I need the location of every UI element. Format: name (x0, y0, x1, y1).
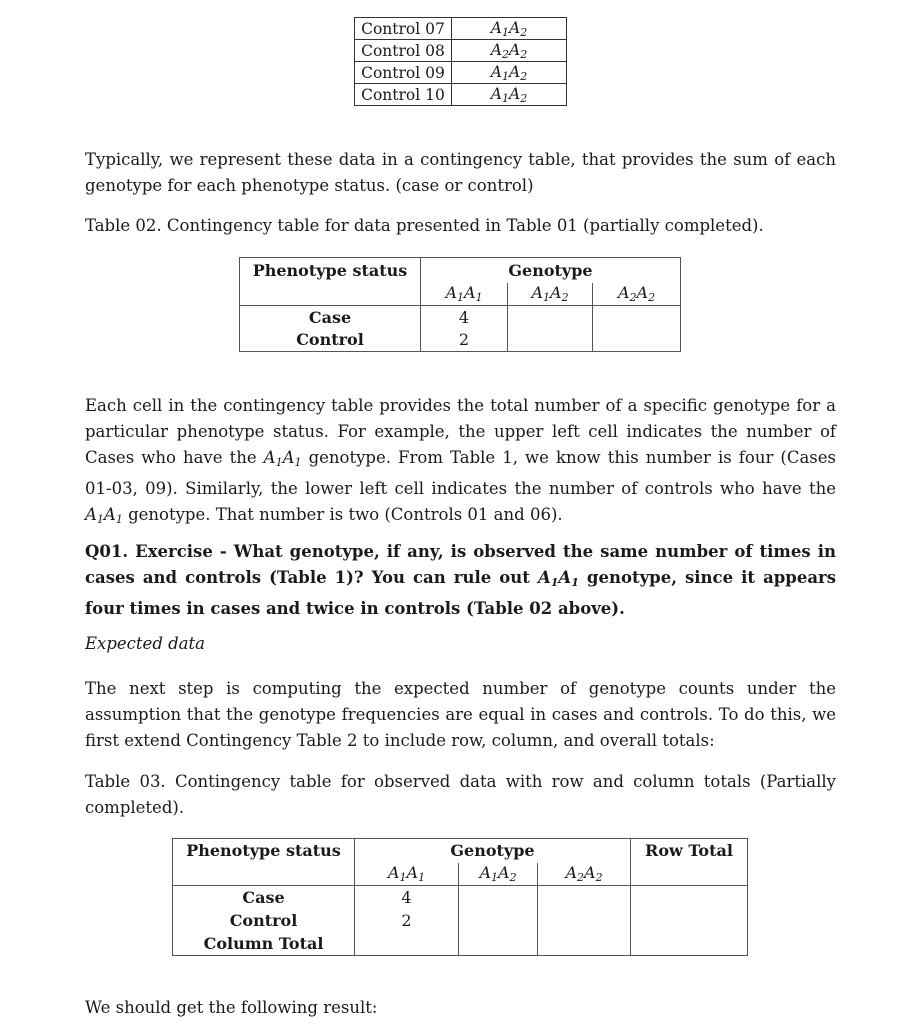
table-row (173, 932, 748, 956)
result-lead-in: We should get the following result: (85, 998, 378, 1017)
table-02-contingency (239, 257, 681, 352)
table-row (173, 909, 748, 932)
col-header-a2a2: $A_2A_2$ (593, 283, 681, 306)
table-row (355, 18, 567, 40)
table-03-caption: Table 03. Contingency table for observed data with row and column totals (Partially completed). (85, 772, 836, 817)
row-label-case: Case (173, 886, 355, 909)
table-cell-control-a1a2 (508, 329, 593, 352)
table-01-partial (354, 17, 567, 106)
table-cell-case-a2a2 (593, 306, 681, 329)
table-cell-case-a1a1: 4 (421, 306, 508, 329)
col-header-a1a1: $A_1A_1$ (355, 863, 459, 886)
table-cell-id: Control 08 (355, 40, 452, 62)
table-row (240, 258, 681, 283)
table-cell-case-a1a1: 4 (355, 886, 459, 909)
col-header-a1a2: $A_1A_2$ (459, 863, 538, 886)
table-row (173, 839, 748, 863)
table-row (240, 283, 681, 306)
table-cell-empty (631, 863, 748, 886)
col-header-a1a2: $A_1A_2$ (508, 283, 593, 306)
table-row (173, 863, 748, 886)
table-cell-control-a1a2 (459, 909, 538, 932)
table-cell-total-a2a2 (538, 932, 631, 956)
table-cell-case-a1a2 (508, 306, 593, 329)
explanation-paragraph: Each cell in the contingency table provides the total number of a specific genotype for a particular phenotype status. For example, the upper left cell indicates the number of Cases who have the $A_1A_1$ genotype. From Table 1, we know this number is four (Cases 01-03, 09). Similarly, the lower left cell indicates the number of controls who have the $A_1A_1$ genotype. That number is two (Controls 01 and 06). (85, 396, 837, 526)
table-03-contingency-totals (172, 838, 748, 956)
col-header-a1a1: $A_1A_1$ (421, 283, 508, 306)
table-cell-id: Control 10 (355, 84, 452, 106)
table-cell-total-a1a2 (459, 932, 538, 956)
table-row (355, 40, 567, 62)
table-cell-genotype: $A_1A_2$ (452, 84, 567, 106)
table-row (355, 84, 567, 106)
table-cell-id: Control 07 (355, 18, 452, 40)
row-label-column-total: Column Total (173, 932, 355, 956)
table-cell-control-a1a1: 2 (421, 329, 508, 352)
table-cell-id: Control 09 (355, 62, 452, 84)
intro-paragraph: Typically, we represent these data in a contingency table, that provides the sum of each genotype for each phenotype status. (case or control) (85, 150, 836, 195)
table-cell-genotype: $A_1A_2$ (452, 62, 567, 84)
table-row (240, 329, 681, 352)
row-label-case: Case (240, 306, 421, 329)
table-row (173, 886, 748, 909)
genotype-a1a1: $A_1A_1$ (537, 568, 579, 589)
header-phenotype-status: Phenotype status (240, 258, 421, 283)
col-header-a2a2: $A_2A_2$ (538, 863, 631, 886)
table-cell-total-a1a1 (355, 932, 459, 956)
table-cell-empty (240, 283, 421, 306)
header-genotype: Genotype (355, 839, 631, 863)
table-cell-empty (173, 863, 355, 886)
row-label-control: Control (240, 329, 421, 352)
table-cell-case-row-total (631, 886, 748, 909)
table-cell-control-row-total (631, 909, 748, 932)
section-heading-expected-data: Expected data (85, 634, 205, 653)
expected-paragraph: The next step is computing the expected number of genotype counts under the assumption that the genotype frequencies are equal in cases and controls. To do this, we first extend Contingency Table 2 to include row, column, and overall totals: (85, 679, 836, 750)
table-cell-control-a2a2 (593, 329, 681, 352)
header-genotype: Genotype (421, 258, 681, 283)
table-row (240, 306, 681, 329)
header-row-total: Row Total (631, 839, 748, 863)
exercise-q01: Q01. Exercise - What genotype, if any, is observed the same number of times in cases and controls (Table 1)? You can rule out $A_1A_1$ genotype, since it appears four times in cases and twice in controls (Table 02 above). (85, 542, 837, 618)
table-row (355, 62, 567, 84)
table-cell-control-a1a1: 2 (355, 909, 459, 932)
table-02-caption: Table 02. Contingency table for data presented in Table 01 (partially completed). (85, 216, 764, 235)
table-cell-grand-total (631, 932, 748, 956)
row-label-control: Control (173, 909, 355, 932)
table-cell-genotype: $A_2A_2$ (452, 40, 567, 62)
table-cell-case-a1a2 (459, 886, 538, 909)
header-phenotype-status: Phenotype status (173, 839, 355, 863)
table-cell-genotype: $A_1A_2$ (452, 18, 567, 40)
table-cell-control-a2a2 (538, 909, 631, 932)
table-cell-case-a2a2 (538, 886, 631, 909)
genotype-a1a1: $A_1A_1$ (263, 448, 302, 469)
genotype-a1a1: $A_1A_1$ (85, 505, 123, 526)
